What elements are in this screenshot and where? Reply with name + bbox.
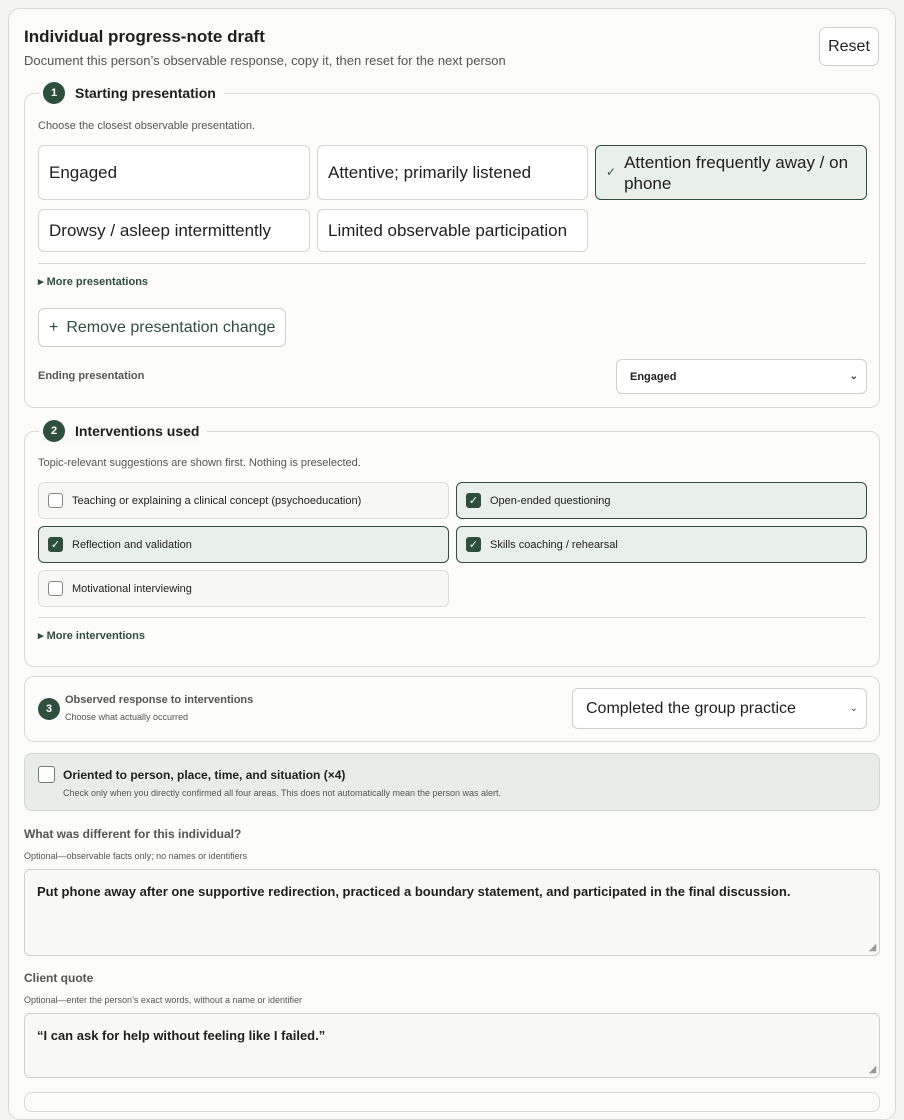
next-section-edge bbox=[24, 1092, 880, 1112]
interventions-section bbox=[24, 423, 880, 667]
oriented-help: Check only when you directly confirmed all four areas. This does not automatically mean the person was alert. bbox=[63, 788, 502, 798]
option-label: Attention frequently away / on phone bbox=[624, 152, 849, 193]
resize-handle-icon[interactable]: ◢ bbox=[869, 1064, 876, 1074]
quote-textarea[interactable] bbox=[24, 1013, 880, 1078]
chevron-down-icon: ⌄ bbox=[849, 371, 858, 382]
step-number-badge: 2 bbox=[43, 420, 65, 442]
option-label: Limited observable participation bbox=[328, 220, 568, 240]
different-help: Optional—observable facts only; no names or identifiers bbox=[24, 851, 248, 861]
section-header bbox=[39, 82, 224, 104]
select-value: Engaged bbox=[630, 370, 677, 383]
option-label: Reflection and validation bbox=[72, 538, 192, 551]
checkmark-icon: ✓ bbox=[468, 495, 479, 507]
page-title: Individual progress-note draft bbox=[24, 27, 265, 46]
intervention-skills-coaching[interactable] bbox=[456, 526, 867, 563]
step-number-badge: 1 bbox=[43, 82, 65, 104]
starting-presentation-section bbox=[24, 85, 880, 408]
divider bbox=[38, 617, 866, 618]
plus-icon: + bbox=[49, 318, 59, 336]
different-textarea[interactable] bbox=[24, 869, 880, 956]
section-help: Choose what actually occurred bbox=[65, 712, 189, 722]
option-label: Skills coaching / rehearsal bbox=[490, 538, 618, 551]
section-header bbox=[39, 420, 207, 442]
checkbox[interactable] bbox=[48, 537, 63, 552]
section-description: Topic-relevant suggestions are shown first. Nothing is preselected. bbox=[38, 457, 361, 469]
section-title: Interventions used bbox=[75, 423, 200, 439]
more-interventions-toggle[interactable]: ▸ More interventions bbox=[38, 630, 145, 642]
intervention-psychoeducation[interactable] bbox=[38, 482, 449, 519]
chevron-down-icon: ⌄ bbox=[849, 703, 858, 714]
intervention-open-ended-questioning[interactable] bbox=[456, 482, 867, 519]
divider bbox=[38, 263, 866, 264]
observed-response-section bbox=[24, 676, 880, 742]
checkmark-icon: ✓ bbox=[50, 539, 61, 551]
presentation-option-limited[interactable] bbox=[317, 209, 588, 252]
option-label: Teaching or explaining a clinical concept (psychoeducation) bbox=[72, 494, 362, 507]
presentation-option-attention-away[interactable] bbox=[595, 145, 867, 200]
step-number-badge: 3 bbox=[38, 698, 60, 720]
textarea-value: Put phone away after one supportive redirection, practiced a boundary statement, and participated in the final discussion. bbox=[37, 884, 791, 899]
option-label: Open-ended questioning bbox=[490, 494, 611, 507]
checkmark-icon: ✓ bbox=[468, 539, 479, 551]
more-presentations-toggle[interactable]: ▸ More presentations bbox=[38, 276, 149, 288]
intervention-motivational-interviewing[interactable] bbox=[38, 570, 449, 607]
select-value: Completed the group practice bbox=[586, 699, 796, 717]
presentation-option-attentive[interactable] bbox=[317, 145, 588, 200]
checkbox[interactable] bbox=[48, 581, 63, 596]
checkbox[interactable] bbox=[466, 493, 481, 508]
option-label: Engaged bbox=[49, 162, 118, 182]
option-label: Motivational interviewing bbox=[72, 582, 192, 595]
remove-presentation-change-button[interactable] bbox=[38, 308, 286, 347]
ending-presentation-select[interactable] bbox=[616, 359, 867, 394]
resize-handle-icon[interactable]: ◢ bbox=[869, 942, 876, 952]
oriented-checkbox[interactable] bbox=[38, 766, 55, 783]
textarea-value: “I can ask for help without feeling like I failed.” bbox=[37, 1028, 326, 1043]
option-label: Attentive; primarily listened bbox=[328, 162, 532, 182]
ending-presentation-label: Ending presentation bbox=[38, 370, 145, 382]
button-label: Remove presentation change bbox=[66, 318, 276, 336]
intervention-reflection-validation[interactable] bbox=[38, 526, 449, 563]
checkmark-icon: ✓ bbox=[606, 165, 617, 179]
observed-response-select[interactable] bbox=[572, 688, 867, 729]
option-label: Drowsy / asleep intermittently bbox=[49, 220, 272, 240]
checkbox[interactable] bbox=[48, 493, 63, 508]
quote-help: Optional—enter the person’s exact words, without a name or identifier bbox=[24, 995, 302, 1005]
reset-button[interactable]: Reset bbox=[819, 27, 879, 66]
presentation-option-drowsy[interactable] bbox=[38, 209, 310, 252]
section-description: Choose the closest observable presentation. bbox=[38, 120, 256, 132]
oriented-label: Oriented to person, place, time, and situation (×4) bbox=[63, 768, 346, 782]
presentation-option-engaged[interactable] bbox=[38, 145, 310, 200]
oriented-x4-option[interactable] bbox=[24, 753, 880, 811]
section-title: Observed response to interventions bbox=[65, 694, 254, 706]
quote-label: Client quote bbox=[24, 971, 94, 985]
section-title: Starting presentation bbox=[75, 85, 216, 101]
page-subtitle: Document this person’s observable response, copy it, then reset for the next person bbox=[24, 53, 506, 68]
different-label: What was different for this individual? bbox=[24, 827, 242, 841]
checkbox[interactable] bbox=[466, 537, 481, 552]
